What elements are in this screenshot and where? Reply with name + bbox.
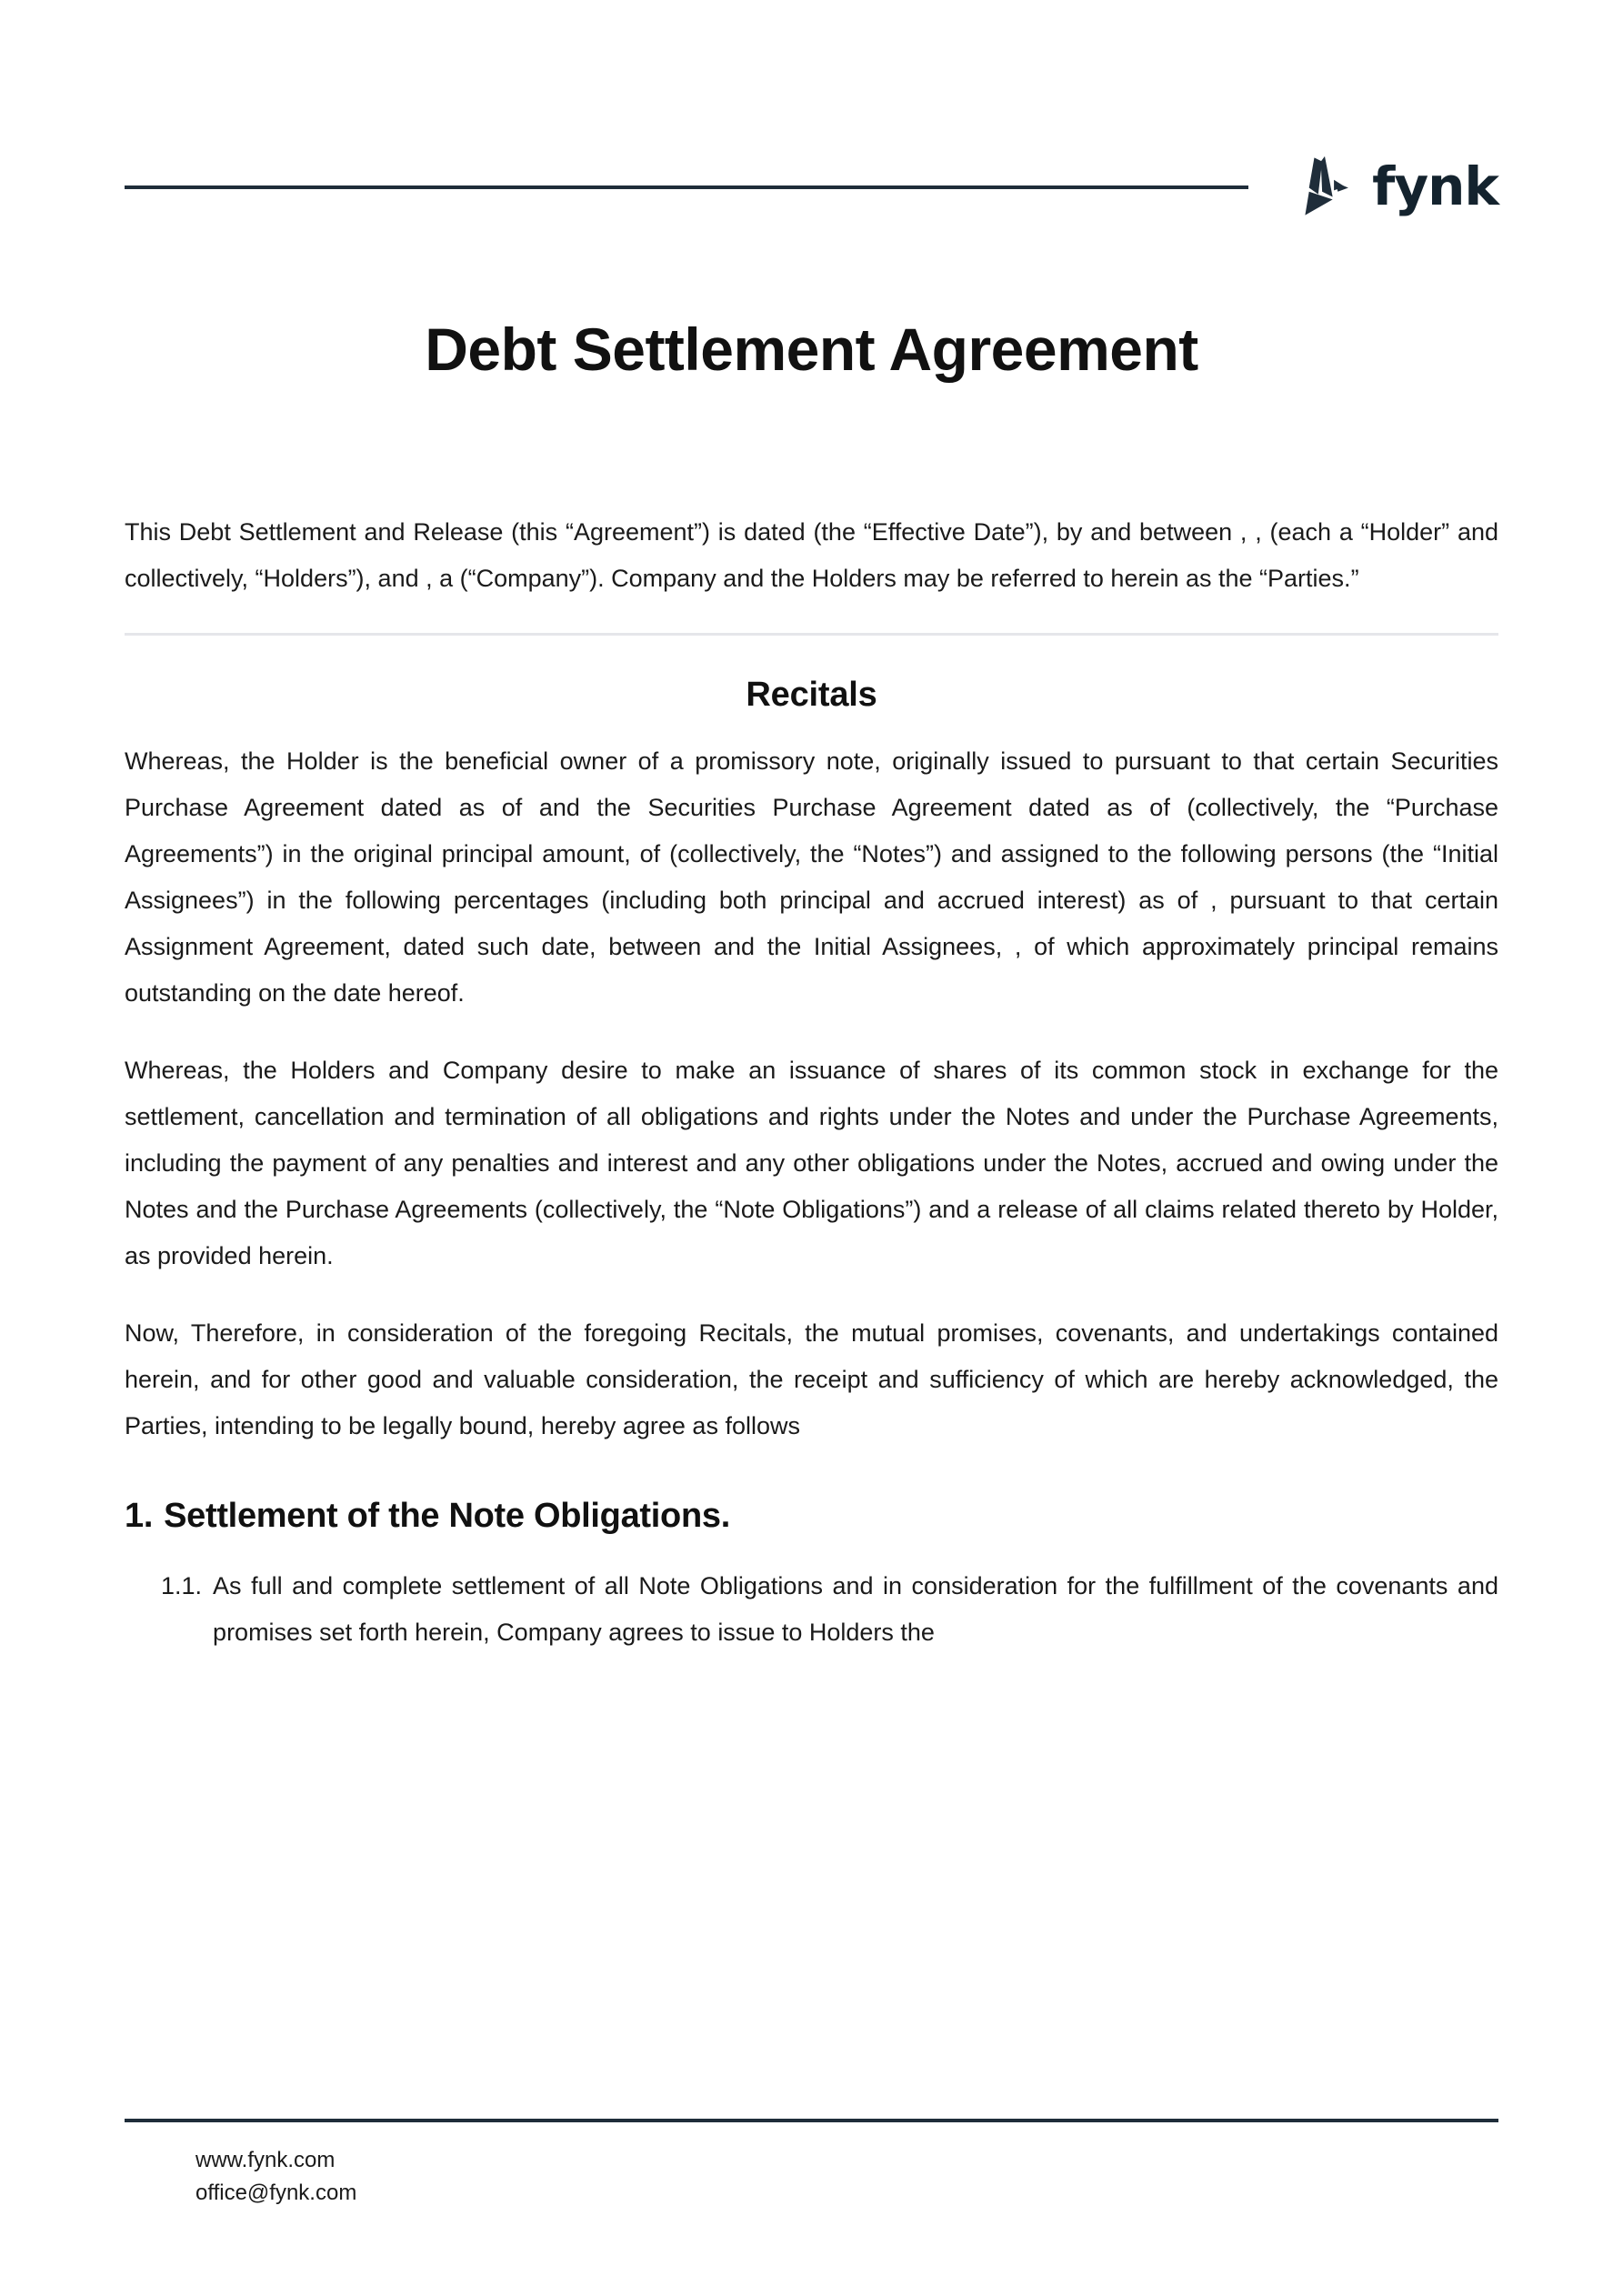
section-1-title: Settlement of the Note Obligations.	[164, 1497, 730, 1535]
footer-website[interactable]: www.fynk.com	[195, 2148, 336, 2172]
document-body	[125, 509, 1498, 1681]
document-footer	[125, 2119, 1498, 2210]
section-1-heading	[125, 1497, 1498, 1536]
document-header	[125, 145, 1498, 227]
intro-paragraph: This Debt Settlement and Release (this “Agreement”) is dated (the “Effective Date”), by and between , , (each a “Holder” and collectively, “Holders”), and , a (“Company”). Company and the Holders may be referred to herein as the “Parties.”	[125, 518, 1498, 592]
section-divider	[125, 633, 1498, 636]
recitals-paragraph-1: Whereas, the Holder is the beneficial owner of a promissory note, originally issued to pursuant to that certain Securities Purchase Agreement dated as of and the Securities Purchase Agreement dated as of (collectively, the “Purchase Agreements”) in the original principal amount, of (collectively, the “Notes”) and assigned to the following persons (the “Initial Assignees”) in the following percentages (including both principal and accrued interest) as of , pursuant to that certain Assignment Agreement, dated such date, between and the Initial Assignees, , of which approximately principal remains outstanding on the date hereof.	[125, 747, 1498, 1007]
recitals-paragraph-2: Whereas, the Holders and Company desire to make an issuance of shares of its common stock in exchange for the settlement, cancellation and termination of all obligations and rights under the Notes and under the Purchase Agreements, including the payment of any penalties and interest and any other obligations under the Notes, accrued and owing under the Notes and the Purchase Agreements (collectively, the “Note Obligations”) and a release of all claims related thereto by Holder, as provided herein.	[125, 1057, 1498, 1269]
clause-1-1	[161, 1563, 1498, 1656]
footer-divider-rule	[125, 2119, 1498, 2122]
brand-wordmark: fynk	[1372, 155, 1498, 217]
origami-bird-logo-icon	[1292, 154, 1358, 219]
brand-logo	[1292, 154, 1498, 219]
recitals-paragraph-3: Now, Therefore, in consideration of the foregoing Recitals, the mutual promises, covenants, and undertakings contained herein, and for other good and valuable consideration, the receipt and sufficiency of which are hereby acknowledged, the Parties, intending to be legally bound, hereby agree as follows	[125, 1319, 1498, 1439]
footer-contact	[125, 2144, 1498, 2210]
footer-email[interactable]: office@fynk.com	[195, 2181, 357, 2205]
clause-1-1-number: 1.1.	[161, 1572, 203, 1599]
recitals-heading: Recitals	[746, 676, 877, 714]
section-1-number: 1.	[125, 1497, 154, 1535]
header-divider-rule	[125, 185, 1248, 189]
clause-1-1-text: As full and complete settlement of all Note Obligations and in consideration for the fulfillment of the covenants and promises set forth herein, Company agrees to issue to Holders the	[213, 1572, 1498, 1646]
page-title: Debt Settlement Agreement	[425, 316, 1198, 383]
